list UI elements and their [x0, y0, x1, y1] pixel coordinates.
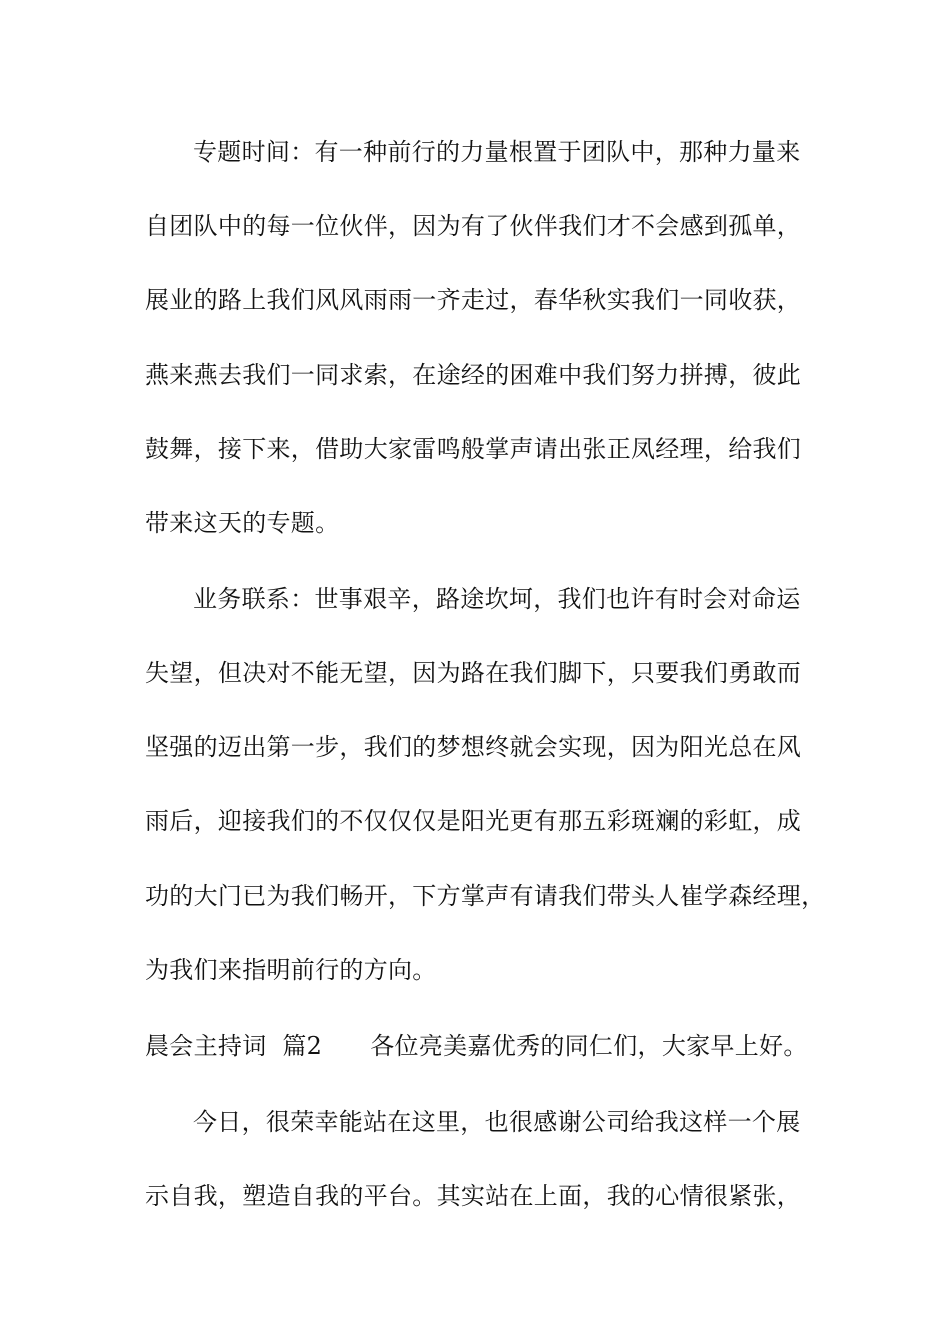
paragraph-line: 失望，但决对不能无望，因为路在我们脚下，只要我们勇敢而 [145, 659, 802, 687]
paragraph-line: 展业的路上我们风风雨雨一齐走过，春华秋实我们一同收获， [145, 286, 802, 314]
paragraph-line: 示自我，塑造自我的平台。其实站在上面，我的心情很紧张， [145, 1182, 802, 1210]
paragraph-line: 为我们来指明前行的方向。 [145, 956, 437, 984]
paragraph-line: 业务联系：世事艰辛，路途坎坷，我们也许有时会对命运 [193, 585, 801, 613]
paragraph-line: 功的大门已为我们畅开，下方掌声有请我们带头人崔学森经理， [145, 882, 826, 910]
paragraph-line: 带来这天的专题。 [145, 509, 340, 537]
paragraph-line: 专题时间：有一种前行的力量根置于团队中，那种力量来 [193, 138, 801, 166]
paragraph-line: 今日，很荣幸能站在这里，也很感谢公司给我这样一个展 [193, 1108, 801, 1136]
section-heading-text: 各位亮美嘉优秀的同仁们，大家早上好。 [370, 1032, 808, 1060]
section-heading-title: 晨会主持词 篇2 [145, 1032, 323, 1060]
paragraph-line: 坚强的迈出第一步，我们的梦想终就会实现，因为阳光总在风 [145, 733, 802, 761]
section-heading-line [145, 1026, 835, 1066]
paragraph-line: 自团队中的每一位伙伴，因为有了伙伴我们才不会感到孤单， [145, 212, 802, 240]
paragraph-line: 鼓舞，接下来，借助大家雷鸣般掌声请出张正凤经理，给我们 [145, 435, 802, 463]
paragraph-line: 雨后，迎接我们的不仅仅仅是阳光更有那五彩斑斓的彩虹，成 [145, 807, 802, 835]
paragraph-line: 燕来燕去我们一同求索，在途经的困难中我们努力拼搏，彼此 [145, 361, 802, 389]
